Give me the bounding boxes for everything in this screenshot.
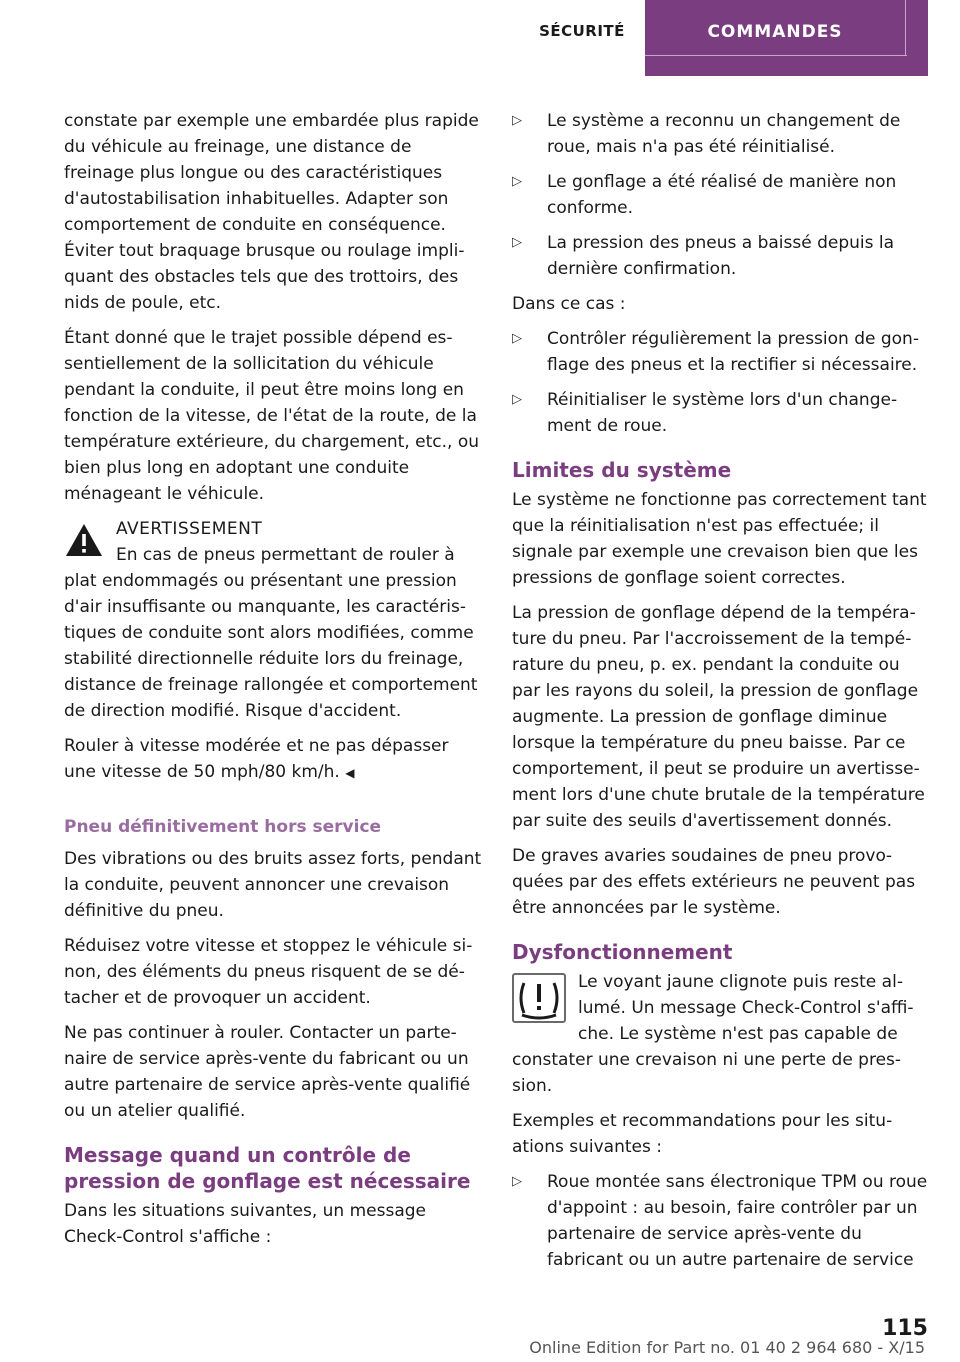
bullet-arrow-icon: ▷ — [512, 174, 522, 189]
right-column — [512, 108, 930, 1282]
paragraph: Exemples et recommandations pour les situations suivantes : — [512, 1111, 893, 1157]
bullet-arrow-icon: ▷ — [512, 1174, 522, 1189]
subheading-pneu-hors-service: Pneu définitivement hors service — [64, 817, 382, 837]
paragraph: Étant donné que le trajet possible dépend essentiellement de la sollicitation du véhicule pendant la conduite, il peut être moins long en fonction de la vitesse, de l'état de la route, de la température extérieure, du chargement, etc., ou bien plus long en adoptant une conduite ménageant le véhicule. — [64, 328, 480, 504]
tab-commandes[interactable] — [645, 0, 928, 76]
paragraph: La pression de gonflage dépend de la température du pneu. Par l'accroissement de la température du pneu, p. ex. pendant la conduite ou par les rayons du soleil, la pression de gonflage augmente. La pression de gonflage diminue lorsque la température du pneu baisse. Par ce comportement, il peut se produire un avertissement lors d'une chute brutale de la température par suite des seuils d'avertissement donnés. — [512, 603, 925, 831]
warning-header — [64, 516, 482, 542]
warning-body: En cas de pneus permettant de rouler à plat endommagés ou présentant une pression d'air insuffisante ou manquante, les caractéristiques de conduite sont alors modifiées, comme stabilité directionnelle réduite lors du freinage, distance de freinage rallongée et comportement de direction modifié. Risque d'accident. — [64, 545, 478, 721]
end-mark-icon: ◀ — [345, 766, 355, 780]
list-item-text: Le système a reconnu un changement de roue, mais n'a pas été réinitialisé. — [547, 111, 901, 157]
paragraph: De graves avaries soudaines de pneu provoquées par des effets extérieurs ne peuvent pas être annoncées par le système. — [512, 846, 916, 918]
paragraph: Le voyant jaune clignote puis reste allumé. Un message Check-Control s'affiche. Le système n'est pas capable de constater une crevaison ni une perte de pression. — [512, 972, 914, 1096]
list-item — [512, 1169, 930, 1273]
dysfonctionnement-block — [512, 969, 930, 1099]
list-item — [512, 169, 930, 221]
warning-title: AVERTISSEMENT — [116, 519, 263, 539]
bullet-arrow-icon: ▷ — [512, 331, 522, 346]
list-item — [512, 387, 930, 439]
footer-edition: Online Edition for Part no. 01 40 2 964 680 - X/15 — [529, 1338, 925, 1357]
heading-limites: Limites du système — [512, 458, 732, 482]
list-item-text: Réinitialiser le système lors d'un changement de roue. — [547, 390, 898, 436]
list-item-text: Contrôler régulièrement la pression de gonflage des pneus et la rectifier si nécessaire. — [547, 329, 919, 375]
list-item-text: La pression des pneus a baissé depuis la dernière confirmation. — [547, 233, 895, 279]
tab-commandes-label: COMMANDES — [707, 22, 843, 42]
paragraph: Des vibrations ou des bruits assez forts, pendant la conduite, peuvent annoncer une crevaison définitive du pneu. — [64, 849, 482, 921]
warning-triangle-icon — [64, 522, 104, 558]
paragraph: Réduisez votre vitesse et stoppez le véhicule sinon, des éléments du pneus risquent de se détacher et de provoquer un accident. — [64, 936, 473, 1008]
paragraph: constate par exemple une embardée plus rapide du véhicule au freinage, une distance de freinage plus longue ou des caractéristiques d'autostabilisation inhabituelles. Adapter son comportement de conduite en conséquence. Éviter tout braquage brusque ou roulage impliquant des obstacles tels que des trottoirs, des nids de poule, etc. — [64, 111, 479, 313]
tab-divider-vertical — [905, 0, 906, 55]
page-header — [0, 0, 960, 76]
bullet-arrow-icon: ▷ — [512, 392, 522, 407]
paragraph: Dans ce cas : — [512, 294, 626, 314]
list-item-text: Le gonflage a été réalisé de manière non conforme. — [547, 172, 897, 218]
bullet-arrow-icon: ▷ — [512, 235, 522, 250]
paragraph: Dans les situations suivantes, un message Check-Control s'affiche : — [64, 1201, 426, 1247]
list-item — [512, 326, 930, 378]
list-item-text: Roue montée sans électronique TPM ou roue d'appoint : au besoin, faire contrôler par un partenaire de service après-vente du fabricant ou un autre partenaire de service — [547, 1172, 928, 1270]
bullet-list-situations — [512, 108, 930, 282]
tab-divider-line — [645, 55, 907, 56]
tire-pressure-svg — [514, 975, 564, 1021]
list-item — [512, 108, 930, 160]
tire-pressure-warning-icon — [512, 973, 566, 1023]
heading-message-controle: Message quand un contrôle de pression de gonflage est nécessaire — [64, 1143, 471, 1193]
tab-securite[interactable]: SÉCURITÉ — [539, 22, 625, 40]
paragraph: Ne pas continuer à rouler. Contacter un partenaire de service après-vente du fabricant ou un autre partenaire de service après-vente qualifié ou un atelier qualifié. — [64, 1023, 471, 1121]
page-number: 115 — [882, 1316, 928, 1341]
list-item — [512, 230, 930, 282]
bullet-arrow-icon: ▷ — [512, 113, 522, 128]
heading-dysfonctionnement: Dysfonctionnement — [512, 940, 733, 964]
warning-body-end — [64, 733, 482, 786]
left-column — [64, 108, 482, 1259]
bullet-list-exemples — [512, 1169, 930, 1273]
warning-body-2: Rouler à vitesse modérée et ne pas dépasser une vitesse de 50 mph/80 km/h. — [64, 736, 449, 782]
paragraph: Le système ne fonctionne pas correctement tant que la réinitialisation n'est pas effectuée; il signale par exemple une crevaison bien que les pressions de gonflage soient correctes. — [512, 490, 927, 588]
bullet-list-actions — [512, 326, 930, 439]
